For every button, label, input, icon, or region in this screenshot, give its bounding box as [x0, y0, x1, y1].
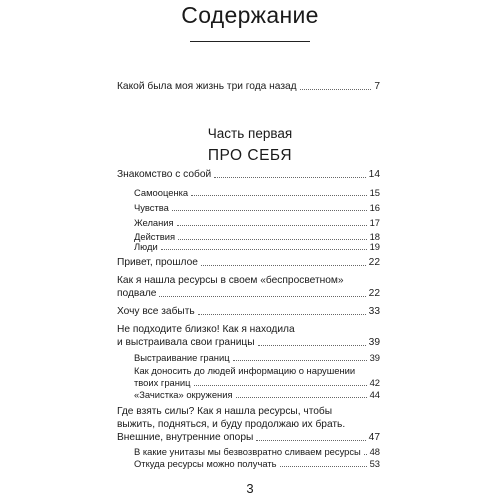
toc-entry-label: В какие унитазы мы безвозвратно сливаем ресурсы: [134, 446, 361, 457]
toc-entry-page: 42: [369, 377, 380, 388]
toc-entry-label: Откуда ресурсы можно получать: [134, 458, 277, 469]
toc-entry-label: Желания: [134, 217, 174, 228]
dot-leader: [159, 296, 365, 297]
toc-subentry: [134, 388, 380, 401]
toc-subentry-line: Как доносить до людей информацию о нарушении: [134, 365, 356, 376]
toc-entry-label: Действия: [134, 231, 176, 242]
toc-entry: [117, 287, 380, 300]
toc-entry-label: Люди: [134, 241, 158, 252]
toc-entry-page: 17: [369, 217, 380, 228]
toc-entry-line: Не подходите близко! Как я находила: [117, 324, 295, 335]
part-label: Часть первая: [207, 126, 293, 141]
toc-entry: [117, 336, 380, 349]
toc-entry-page: 22: [368, 257, 380, 268]
toc-entry-intro: [117, 80, 380, 93]
toc-entry-page: 39: [368, 337, 380, 348]
title-rule: [190, 41, 310, 42]
toc-entry-line: выжить, подняться, и буду продолжаю их брать.: [117, 419, 346, 430]
toc-entry: [117, 168, 380, 181]
toc-entry: [117, 305, 380, 318]
dot-leader: [256, 440, 365, 441]
toc-entry-page: 14: [368, 169, 380, 180]
toc-subentry: [134, 351, 380, 364]
toc-entry-label: подвале: [117, 288, 157, 299]
toc-entry-page: 48: [369, 446, 380, 457]
toc-entry-page: 53: [369, 458, 380, 469]
dot-leader: [214, 177, 365, 178]
dot-leader: [198, 314, 366, 315]
toc-entry-label: Хочу все забыть: [117, 306, 195, 317]
toc-entry-label: Какой была моя жизнь три года назад: [117, 81, 297, 92]
toc-subentry: [134, 201, 380, 214]
toc-entry-page: 44: [369, 389, 380, 400]
dot-leader: [258, 345, 366, 346]
dot-leader: [233, 360, 367, 361]
dot-leader: [280, 466, 367, 467]
page-title: Содержание: [181, 2, 319, 28]
toc-entry-page: 22: [368, 288, 380, 299]
toc-entry-page: 39: [369, 352, 380, 363]
dot-leader: [172, 210, 367, 211]
dot-leader: [300, 89, 372, 90]
toc-subentry: [134, 240, 380, 253]
part-title: ПРО СЕБЯ: [207, 147, 293, 164]
toc-entry-label: Выстраивание границ: [134, 352, 230, 363]
page-number: 3: [246, 481, 254, 496]
toc-entry-page: 33: [368, 306, 380, 317]
toc-entry-label: Внешние, внутренние опоры: [117, 432, 254, 443]
toc-entry-label: Знакомство с собой: [117, 169, 212, 180]
dot-leader: [191, 195, 366, 196]
toc-entry-page: 7: [374, 81, 380, 92]
toc-entry-label: Самооценка: [134, 187, 189, 198]
toc-entry-label: «Зачистка» окружения: [134, 389, 233, 400]
toc-entry-label: Чувства: [134, 202, 169, 213]
toc-entry-label: твоих границ: [134, 377, 191, 388]
dot-leader: [201, 265, 366, 266]
toc-subentry: [134, 186, 380, 199]
dot-leader: [364, 454, 367, 455]
dot-leader: [177, 225, 367, 226]
toc-entry-label: Привет, прошлое: [117, 257, 198, 268]
toc-entry-page: 18: [369, 231, 380, 242]
toc-entry-page: 19: [369, 241, 380, 252]
toc-entry-page: 16: [369, 202, 380, 213]
toc-subentry: [134, 216, 380, 229]
toc-entry-page: 47: [368, 432, 380, 443]
dot-leader: [236, 397, 367, 398]
toc-entry-page: 15: [369, 187, 380, 198]
toc-subentry: [134, 457, 380, 470]
toc-entry-line: Где взять силы? Как я нашла ресурсы, чтобы: [117, 406, 333, 417]
toc-entry: [117, 431, 380, 444]
dot-leader: [161, 249, 367, 250]
toc-entry: [117, 256, 380, 269]
dot-leader: [194, 385, 367, 386]
toc-entry-label: и выстраивала свои границы: [117, 337, 255, 348]
toc-entry-line: Как я нашла ресурсы в своем «беспросветном»: [117, 275, 344, 286]
